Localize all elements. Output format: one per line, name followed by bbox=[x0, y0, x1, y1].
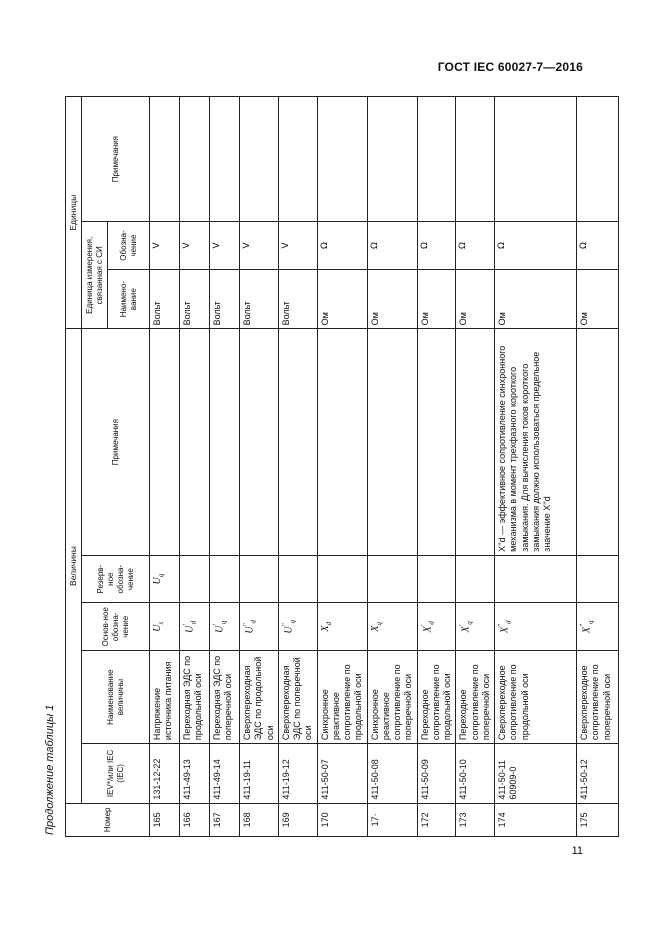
cell-iev: 411-49-14 bbox=[210, 744, 240, 804]
cell-alt-symbol: $U_q$ bbox=[150, 555, 180, 603]
header-units-group: Единицы bbox=[66, 97, 82, 329]
cell-quantity-note bbox=[150, 329, 180, 555]
cell-quantity-name: Переходное сопротивление по продольной оси bbox=[417, 651, 456, 744]
cell-quantity-name: Сверхпереходная ЭДС по поперечной оси bbox=[278, 651, 317, 744]
cell-iev: 411-49-13 bbox=[180, 744, 210, 804]
cell-unit-symbol: V bbox=[210, 222, 240, 270]
table-row bbox=[240, 97, 279, 837]
cell-unit-name: Ом bbox=[495, 269, 577, 329]
cell-unit-symbol: Ω bbox=[456, 222, 495, 270]
cell-number: 167 bbox=[210, 803, 240, 836]
cell-iev: 411-50-11 60909-0 bbox=[495, 744, 577, 804]
header-main-symbol: Основ-ное обозна-чение bbox=[82, 603, 150, 651]
header-si-unit: Единица измерения, связанная с СИ bbox=[82, 222, 108, 329]
cell-main-symbol: $U''_q$ bbox=[278, 603, 317, 651]
cell-iev: 131-12-22 bbox=[150, 744, 180, 804]
cell-unit-note bbox=[367, 97, 417, 222]
table-row bbox=[317, 97, 367, 837]
cell-unit-name: Ом bbox=[367, 269, 417, 329]
cell-alt-symbol bbox=[210, 555, 240, 603]
table-row bbox=[417, 97, 456, 837]
cell-quantity-name: Переходная ЭДС по продольной оси bbox=[180, 651, 210, 744]
cell-number: 166 bbox=[180, 803, 210, 836]
cell-quantity-note bbox=[278, 329, 317, 555]
cell-alt-symbol bbox=[456, 555, 495, 603]
cell-main-symbol: $U''_d$ bbox=[240, 603, 279, 651]
header-unit-symbol: Обозна-чение bbox=[108, 222, 150, 270]
cell-quantity-name: Сверхпереходное сопротивление по поперечной оси bbox=[577, 651, 619, 744]
cell-unit-symbol: V bbox=[150, 222, 180, 270]
cell-unit-note bbox=[456, 97, 495, 222]
cell-quantity-note bbox=[417, 329, 456, 555]
rotated-table-wrapper bbox=[65, 96, 612, 837]
cell-main-symbol: $X_d$ bbox=[317, 603, 367, 651]
cell-unit-note bbox=[577, 97, 619, 222]
cell-iev: 411-50-12 bbox=[577, 744, 619, 804]
cell-alt-symbol bbox=[367, 555, 417, 603]
cell-unit-symbol: V bbox=[180, 222, 210, 270]
table-row bbox=[367, 97, 417, 837]
cell-iev: 411-50-09 bbox=[417, 744, 456, 804]
cell-iev: 411-19-12 bbox=[278, 744, 317, 804]
cell-unit-name: Ом bbox=[317, 269, 367, 329]
cell-unit-symbol: Ω bbox=[317, 222, 367, 270]
cell-unit-note bbox=[210, 97, 240, 222]
header-unit-notes: Примечания bbox=[82, 97, 150, 222]
header-quantity-notes: Примечания bbox=[82, 329, 150, 555]
cell-quantity-note bbox=[180, 329, 210, 555]
cell-unit-note bbox=[240, 97, 279, 222]
cell-unit-name: Вольт bbox=[240, 269, 279, 329]
header-iev: IEV*/или IEC (IEC) bbox=[82, 744, 150, 804]
table-row bbox=[278, 97, 317, 837]
cell-unit-note bbox=[495, 97, 577, 222]
header-number: Номер bbox=[66, 803, 150, 836]
cell-number: 173 bbox=[456, 803, 495, 836]
cell-main-symbol: $U'_q$ bbox=[210, 603, 240, 651]
cell-unit-symbol: V bbox=[278, 222, 317, 270]
quantities-table bbox=[65, 96, 619, 837]
cell-unit-name: Ом bbox=[456, 269, 495, 329]
cell-unit-symbol: Ω bbox=[495, 222, 577, 270]
cell-main-symbol: $U_s$ bbox=[150, 603, 180, 651]
document-code: ГОСТ IEC 60027-7—2016 bbox=[437, 60, 583, 74]
header-quantities-group: Величины bbox=[66, 329, 82, 803]
cell-quantity-note bbox=[577, 329, 619, 555]
cell-unit-name: Ом bbox=[417, 269, 456, 329]
table-body bbox=[150, 97, 619, 837]
cell-alt-symbol bbox=[317, 555, 367, 603]
cell-number: 168 bbox=[240, 803, 279, 836]
cell-quantity-note bbox=[367, 329, 417, 555]
cell-unit-symbol: V bbox=[240, 222, 279, 270]
cell-main-symbol: $U'_d$ bbox=[180, 603, 210, 651]
cell-quantity-name: Переходное сопротивление по поперечной оси bbox=[456, 651, 495, 744]
cell-quantity-note bbox=[317, 329, 367, 555]
cell-alt-symbol bbox=[180, 555, 210, 603]
table-row bbox=[180, 97, 210, 837]
cell-number: 170 bbox=[317, 803, 367, 836]
cell-unit-note bbox=[317, 97, 367, 222]
cell-alt-symbol bbox=[240, 555, 279, 603]
table-row bbox=[150, 97, 180, 837]
cell-quantity-name: Сверхпереходное сопротивление по продольной оси bbox=[495, 651, 577, 744]
cell-alt-symbol bbox=[278, 555, 317, 603]
cell-iev: 411-19-11 bbox=[240, 744, 279, 804]
cell-unit-note bbox=[417, 97, 456, 222]
header-unit-name: Наимено-вание bbox=[108, 269, 150, 329]
cell-unit-symbol: Ω bbox=[417, 222, 456, 270]
cell-unit-name: Ом bbox=[577, 269, 619, 329]
cell-iev: 411-50-08 bbox=[367, 744, 417, 804]
cell-unit-note bbox=[150, 97, 180, 222]
cell-quantity-note bbox=[210, 329, 240, 555]
header-alt-symbol: Резерв-ное обозна-чение bbox=[82, 555, 150, 603]
cell-number: 169 bbox=[278, 803, 317, 836]
cell-quantity-note: X''d — эффективное сопротивление синхронного механизма в момент трехфазного короткого замыкания. Для вычисления токов короткого замыкания должно использоваться предельное значение X''d bbox=[495, 329, 577, 555]
cell-unit-name: Вольт bbox=[210, 269, 240, 329]
cell-quantity-note bbox=[240, 329, 279, 555]
cell-quantity-name: Переходная ЭДС по поперечной оси bbox=[210, 651, 240, 744]
cell-main-symbol: $X''_q$ bbox=[577, 603, 619, 651]
cell-unit-note bbox=[278, 97, 317, 222]
table-row bbox=[577, 97, 619, 837]
cell-main-symbol: $X'_d$ bbox=[417, 603, 456, 651]
table-row bbox=[495, 97, 577, 837]
cell-main-symbol: $X'_q$ bbox=[456, 603, 495, 651]
cell-iev: 411-50-07 bbox=[317, 744, 367, 804]
cell-unit-symbol: Ω bbox=[577, 222, 619, 270]
cell-quantity-name: Напряжение источника питания bbox=[150, 651, 180, 744]
cell-unit-note bbox=[180, 97, 210, 222]
table-row bbox=[210, 97, 240, 837]
cell-alt-symbol bbox=[417, 555, 456, 603]
cell-main-symbol: $X_q$ bbox=[367, 603, 417, 651]
cell-quantity-name: Синхронное реактивное сопротивление по продольной оси bbox=[317, 651, 367, 744]
header-quantity-name: Наименование величины bbox=[82, 651, 150, 744]
cell-number: 17· bbox=[367, 803, 417, 836]
cell-alt-symbol bbox=[495, 555, 577, 603]
cell-unit-name: Вольт bbox=[150, 269, 180, 329]
table-row bbox=[456, 97, 495, 837]
cell-quantity-name: Синхронное реактивное сопротивление по поперечной оси bbox=[367, 651, 417, 744]
cell-number: 165 bbox=[150, 803, 180, 836]
cell-iev: 411-50-10 bbox=[456, 744, 495, 804]
cell-unit-name: Вольт bbox=[180, 269, 210, 329]
table-caption: Продолжение таблицы 1 bbox=[44, 704, 56, 835]
page-number: 11 bbox=[571, 845, 583, 857]
cell-main-symbol: $X''_d$ bbox=[495, 603, 577, 651]
cell-quantity-name: Сверхпереходная ЭДС по продольной оси bbox=[240, 651, 279, 744]
cell-number: 172 bbox=[417, 803, 456, 836]
cell-number: 175 bbox=[577, 803, 619, 836]
cell-number: 174 bbox=[495, 803, 577, 836]
cell-quantity-note bbox=[456, 329, 495, 555]
cell-alt-symbol bbox=[577, 555, 619, 603]
cell-unit-symbol: Ω bbox=[367, 222, 417, 270]
cell-unit-name: Вольт bbox=[278, 269, 317, 329]
